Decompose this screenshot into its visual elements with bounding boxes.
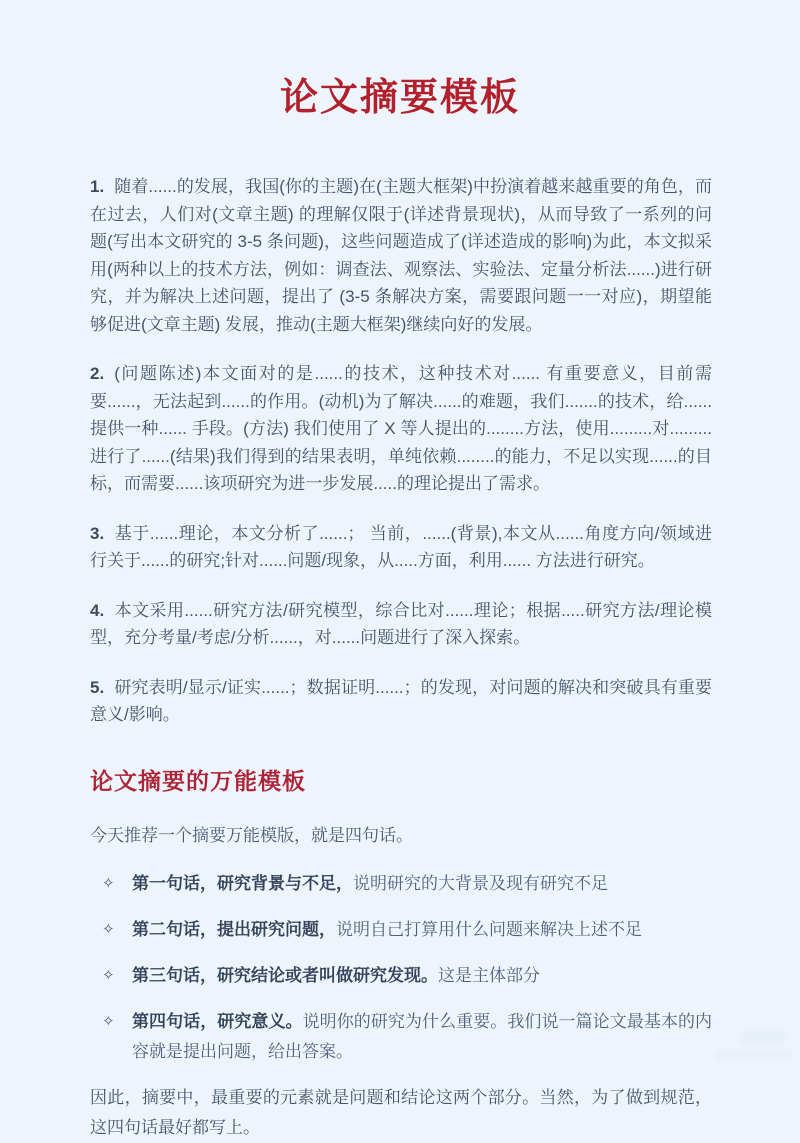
- page-title: 论文摘要模板: [279, 77, 520, 119]
- list-item-text: [132, 915, 712, 945]
- numbered-paragraph-4: [90, 597, 712, 652]
- paragraph-number: 5.: [90, 677, 105, 697]
- list-item-text: [132, 869, 712, 899]
- document-page: [0, 66, 800, 1143]
- diamond-bullet-icon: ✧: [102, 874, 115, 892]
- list-item-keyphrase: 第二句话，提出研究问题，: [132, 919, 336, 939]
- diamond-bullet-icon: ✧: [102, 966, 115, 984]
- list-item-description: 说明你的研究为什么重要。我们说一篇论文最基本的内容就是提出问题，给出答案。: [132, 1011, 713, 1061]
- numbered-paragraph-1: [90, 173, 712, 338]
- numbered-paragraph-5: [90, 674, 712, 729]
- list-item-text: [132, 1007, 712, 1067]
- list-item: [90, 869, 712, 899]
- paragraph-number: 1.: [90, 177, 105, 196]
- section-heading: 论文摘要的万能模板: [90, 767, 306, 794]
- paragraph-text: (问题陈述)本文面对的是......的技术，这种技术对...... 有重要意义，目前需要......，无法起到......的作用。(动机)为了解决......的难题，我们.......的技术，给......提供一种...... 手段。(方法) 我们使用了 X 等人提出的........方法，使用.........对.........进行了......(结果)我们得到的结果表明，单纯依赖........的能力，不足以实现......的目标，而需要......该项研究为进一步发展.....的理论提出了需求。: [90, 364, 712, 493]
- list-item-text: [132, 961, 712, 991]
- bullet-list: [90, 869, 712, 1067]
- watermark-badge: [702, 1031, 792, 1061]
- watermark-text-blur: [714, 1050, 792, 1061]
- list-item: [90, 1007, 712, 1067]
- diamond-bullet-icon: ✧: [102, 920, 115, 938]
- paragraph-number: 3.: [90, 523, 105, 543]
- paragraph-text: 本文采用......研究方法/研究模型，综合比对......理论；根据.....研究方法/理论模型，充分考量/考虑/分析......，对......问题进行了深入探索。: [90, 600, 712, 647]
- paragraph-number: 2.: [90, 364, 105, 383]
- paragraph-number: 4.: [90, 600, 105, 620]
- diamond-bullet-icon: ✧: [102, 1012, 115, 1030]
- list-item-keyphrase: 第四句话，研究意义。: [132, 1011, 303, 1031]
- document-body: [90, 173, 712, 1143]
- section-intro: 今天推荐一个摘要万能模版，就是四句话。: [90, 825, 413, 845]
- list-item-keyphrase: 第一句话，研究背景与不足，: [132, 873, 353, 893]
- list-item: [90, 915, 712, 945]
- paragraph-text: 研究表明/显示/证实......；数据证明......；的发现，对问题的解决和突破具有重要意义/影响。: [90, 677, 712, 724]
- paragraph-text: 基于......理论，本文分析了......； 当前，......(背景),本文从......角度方向/领域进行关于......的研究;针对......问题/现象，从.....方面，利用...... 方法进行研究。: [90, 523, 712, 570]
- list-item-description: 说明自己打算用什么问题来解决上述不足: [336, 919, 642, 939]
- paragraph-text: 随着......的发展，我国(你的主题)在(主题大框架)中扮演着越来越重要的角色，而在过去，人们对(文章主题) 的理解仅限于(详述背景现状)，从而导致了一系列的问题(写出本文研究的 3-5 条问题)，这些问题造成了(详述造成的影响)为此，本文拟采用(两种以上的技术方法，例如：调查法、观察法、实验法、定量分析法......)进行研究，并为解决上述问题，提出了 (3-5 条解决方案，需要跟问题一一对应)，期望能够促进(文章主题) 发展，推动(主题大框架)继续向好的发展。: [90, 177, 712, 334]
- list-item-description: 说明研究的大背景及现有研究不足: [353, 873, 608, 893]
- numbered-paragraph-2: [90, 360, 712, 498]
- list-item-description: 这是主体部分: [438, 965, 540, 985]
- numbered-paragraph-3: [90, 520, 712, 575]
- watermark-pill-icon: [740, 1031, 786, 1044]
- closing-paragraph: 因此，摘要中，最重要的元素就是问题和结论这两个部分。当然，为了做到规范，这四句话最好都写上。: [90, 1087, 712, 1137]
- list-item: [90, 961, 712, 991]
- list-item-keyphrase: 第三句话，研究结论或者叫做研究发现。: [132, 965, 438, 985]
